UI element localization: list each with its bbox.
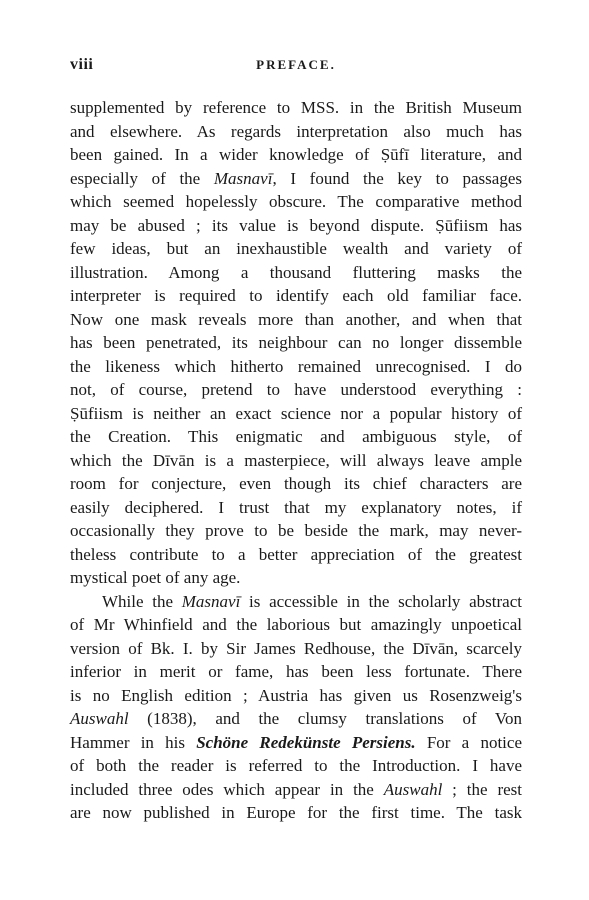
italic-text: Masnavī — [181, 591, 241, 611]
text-run: inferior in merit or fame, has been less fortunate. There — [70, 662, 522, 681]
text-run: of both the reader is referred to the Introduction. I have — [70, 756, 522, 775]
paragraph — [70, 590, 522, 825]
text-run: supplemented by reference to MSS. in the British Museum — [70, 98, 522, 117]
running-head: PREFACE. — [256, 57, 336, 72]
text-run: mystical poet of any age. — [70, 568, 241, 587]
italic-text: Auswahl — [383, 779, 443, 799]
book-page — [70, 56, 522, 825]
text-line — [70, 214, 522, 238]
text-run: version of Bk. I. by Sir James Redhouse, the Dīvān, scarcely — [70, 638, 522, 658]
text-run: is no English edition ; Austria has given us Rosenzweig's — [70, 685, 522, 705]
text-line — [70, 472, 522, 496]
text-run: occasionally they prove to be beside the mark, may never- — [70, 521, 522, 540]
text-line — [70, 284, 522, 308]
text-run: , I found the key to passages — [272, 168, 522, 188]
text-line — [70, 660, 522, 684]
italic-text: Auswahl — [70, 709, 129, 728]
text-run: theless contribute to a better appreciation of the greatest — [70, 544, 522, 564]
text-line — [70, 566, 522, 590]
text-run: interpreter is required to identify each old familiar face. — [70, 286, 522, 305]
text-run: illustration. Among a thousand fluttering masks the — [70, 262, 522, 282]
text-run: are now published in Europe for the first time. The task — [70, 803, 522, 822]
text-run: Now one mask reveals more than another, and when that — [70, 309, 522, 329]
text-run: room for conjecture, even though its chief characters are — [70, 474, 522, 493]
text-line — [70, 261, 522, 285]
text-run: easily deciphered. I trust that my explanatory notes, if — [70, 497, 522, 517]
text-run: ; the rest — [442, 779, 522, 799]
text-line — [70, 120, 522, 144]
text-line — [70, 519, 522, 543]
italic-text: Schöne Redekünste Persiens. — [196, 732, 416, 752]
text-run: (1838), and the clumsy translations of Von — [128, 709, 522, 728]
text-line — [70, 355, 522, 379]
text-line — [70, 308, 522, 332]
text-run: has been penetrated, its neighbour can no longer dissemble — [70, 333, 522, 352]
text-run: and elsewhere. As regards interpretation also much has — [70, 121, 522, 141]
text-run: Hammer in his — [70, 732, 197, 752]
text-run: especially of the — [70, 168, 214, 188]
text-line — [70, 543, 522, 567]
text-line — [70, 449, 522, 473]
text-run: the Creation. This enigmatic and ambiguous style, of — [70, 427, 522, 446]
text-line — [70, 707, 522, 731]
text-line — [70, 331, 522, 355]
text-line — [70, 496, 522, 520]
text-run: not, of course, pretend to have understood everything : — [70, 380, 522, 399]
text-line — [70, 754, 522, 778]
text-run: been gained. In a wider knowledge of Ṣūfī literature, and — [70, 145, 522, 164]
text-run: Ṣūfiism is neither an exact science nor a popular history of — [70, 403, 522, 423]
text-run: of Mr Whinfield and the laborious but amazingly unpoetical — [70, 615, 522, 634]
text-run: While the — [102, 591, 182, 611]
text-run: the likeness which hitherto remained unrecognised. I do — [70, 356, 522, 376]
text-line — [70, 613, 522, 637]
page-header: viii PREFACE. — [70, 56, 522, 82]
text-line — [70, 167, 522, 191]
text-run: is accessible in the scholarly abstract — [240, 591, 522, 611]
text-line — [70, 190, 522, 214]
text-line — [70, 143, 522, 167]
text-line — [70, 378, 522, 402]
text-line — [70, 731, 522, 755]
italic-text: Masnavī — [213, 168, 273, 188]
paragraph — [70, 96, 522, 590]
text-line — [70, 590, 522, 614]
text-line — [70, 801, 522, 825]
text-run: which seemed hopelessly obscure. The comparative method — [70, 192, 522, 211]
text-line — [70, 402, 522, 426]
text-run: For a notice — [415, 732, 522, 752]
body-text — [70, 96, 522, 825]
text-line — [70, 425, 522, 449]
text-line — [70, 684, 522, 708]
text-run: included three odes which appear in the — [70, 779, 384, 799]
text-line — [70, 237, 522, 261]
text-line — [70, 637, 522, 661]
text-run: few ideas, but an inexhaustible wealth and variety of — [70, 239, 522, 258]
text-run: which the Dīvān is a masterpiece, will always leave ample — [70, 450, 522, 470]
text-run: may be abused ; its value is beyond dispute. Ṣūfiism has — [70, 215, 522, 235]
text-line — [70, 778, 522, 802]
text-line — [70, 96, 522, 120]
